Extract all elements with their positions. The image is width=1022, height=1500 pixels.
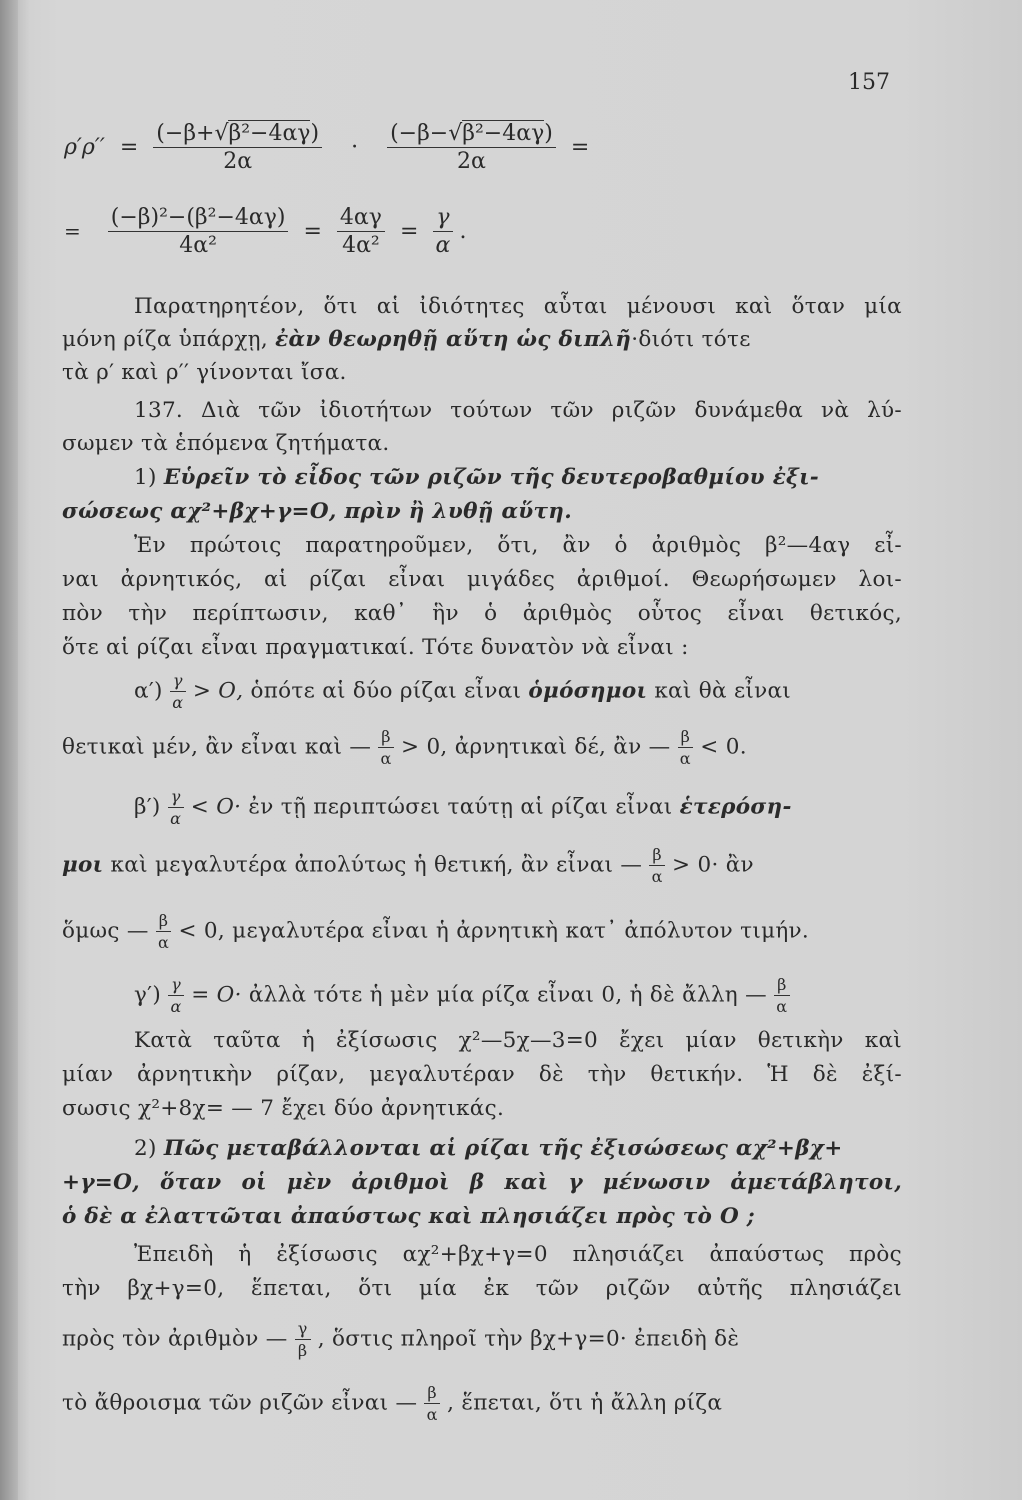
case-b-line: ὅμως — $\frac{\beta}{\alpha}$ < 0, μεγαλυτέρα εἶναι ἡ ἀρνητικὴ κατ᾽ ἀπόλυτον τιμήν. bbox=[62, 911, 810, 952]
fraction: $\frac{\text{(−β−√β²−4αγ)}}{2\alpha}$ bbox=[387, 122, 556, 174]
equals-sign: = bbox=[119, 135, 139, 161]
paragraph-line: Ἐπειδὴ ἡ ἐξίσωσις αχ²+βχ+γ=0 πλησιάζει ἀπαύστως πρὸς bbox=[134, 1242, 902, 1267]
paragraph-line: πρὸς τὸν ἀριθμὸν — $\frac{\gamma}{\beta}$ , ὅστις πληροῖ τὴν βχ+γ=0· ἐπειδὴ δὲ bbox=[62, 1319, 740, 1360]
problem-1-heading: 1) Εὑρεῖν τὸ εἶδος τῶν ριζῶν τῆς δευτεροβαθμίου ἐξι- bbox=[134, 465, 820, 490]
fraction: $\frac{4\alpha\gamma}{\text{4α²}}$ bbox=[337, 206, 385, 258]
paragraph-line: σωσις χ²+8χ= — 7 ἔχει δύο ἀρνητικάς. bbox=[62, 1096, 505, 1121]
page-fold-shadow bbox=[0, 0, 18, 1500]
paragraph-line: Κατὰ ταῦτα ἡ ἐξίσωσις χ²—5χ—3=0 ἔχει μίαν θετικὴν καὶ bbox=[134, 1028, 902, 1053]
case-a-line: α′) $\frac{\gamma}{\alpha}$ > Ο, ὁπότε αἱ δύο ρίζαι εἶναι ὁμόσημοι καὶ θὰ εἶναι bbox=[134, 671, 792, 712]
product-of-roots-equation bbox=[64, 122, 597, 174]
equation-lhs: ρ′ρ′′ bbox=[64, 135, 105, 161]
case-b-line: μοι καὶ μεγαλυτέρα ἀπολύτως ἡ θετική, ἂν εἶναι — $\frac{\beta}{\alpha}$ > 0· ἂν bbox=[62, 845, 754, 886]
paragraph-line: Παρατηρητέον, ὅτι αἱ ἰδιότητες αὗται μένουσι καὶ ὅταν μία bbox=[134, 294, 902, 319]
problem-1-heading: σώσεως αχ²+βχ+γ=Ο, πρὶν ἢ λυθῇ αὕτη. bbox=[62, 499, 573, 524]
simplified-product-equation: = $\frac{\text{(−β)²−(β²−4αγ)}}{\text{4α²}}$ = $\frac{4\alpha\gamma}{\text{4α²}}$ = $\frac{\gamma}{\alpha}$ . bbox=[64, 205, 467, 259]
fraction: $\frac{\text{(−β+√β²−4αγ)}}{2\alpha}$ bbox=[153, 122, 322, 174]
problem-2-heading: ὁ δὲ α ἐλαττῶται ἀπαύστως καὶ πλησιάζει πρὸς τὸ Ο ; bbox=[62, 1204, 756, 1229]
section-137-line: 137. Διὰ τῶν ἰδιοτήτων τούτων τῶν ριζῶν δυνάμεθα νὰ λύ- bbox=[134, 398, 902, 423]
case-b-line: β′) $\frac{\gamma}{\alpha}$ < Ο· ἐν τῇ περιπτώσει ταύτῃ αἱ ρίζαι εἶναι ἑτερόση- bbox=[134, 787, 792, 828]
fraction: $\frac{\gamma}{\alpha}$ bbox=[433, 206, 452, 258]
fraction: $\frac{\text{(−β)²−(β²−4αγ)}}{\text{4α²}}$ bbox=[108, 206, 289, 258]
paragraph-line: μίαν ἀρνητικὴν ρίζαν, μεγαλυτέραν δὲ τὴν θετικήν. Ἡ δὲ ἐξί- bbox=[62, 1062, 902, 1087]
case-c-line: γ′) $\frac{\gamma}{\alpha}$ = Ο· ἀλλὰ τότε ἡ μὲν μία ρίζα εἶναι 0, ἡ δὲ ἄλλη — $\frac{\beta}{\alpha}$ bbox=[62, 976, 902, 1015]
paragraph-line: τὴν βχ+γ=0, ἕπεται, ὅτι μία ἐκ τῶν ριζῶν αὐτῆς πλησιάζει bbox=[62, 1276, 902, 1301]
case-a-line: θετικαὶ μέν, ἂν εἶναι καὶ — $\frac{\beta}{\alpha}$ > 0, ἀρνητικαὶ δέ, ἂν — $\frac{\beta}{\alpha}$ < 0. bbox=[62, 727, 747, 768]
paragraph-line: ναι ἀρνητικός, αἱ ρίζαι εἶναι μιγάδες ἀριθμοί. Θεωρήσωμεν λοι- bbox=[62, 567, 902, 592]
paragraph-line: τὰ ρ′ καὶ ρ′′ γίνονται ἴσα. bbox=[62, 360, 347, 385]
paragraph-line: τὸ ἄθροισμα τῶν ριζῶν εἶναι — $\frac{\beta}{\alpha}$ , ἕπεται, ὅτι ἡ ἄλλη ρίζα bbox=[62, 1383, 723, 1424]
equals-sign: = bbox=[64, 219, 81, 244]
problem-2-heading: 2) Πῶς μεταβάλλονται αἱ ρίζαι τῆς ἐξισώσεως αχ²+βχ+ bbox=[134, 1136, 843, 1161]
paragraph-line: ὅτε αἱ ρίζαι εἶναι πραγματικαί. Τότε δυνατὸν νὰ εἶναι : bbox=[62, 635, 689, 660]
problem-2-heading: +γ=Ο, ὅταν οἱ μὲν ἀριθμοὶ β καὶ γ μένωσιν ἀμετάβλητοι, bbox=[62, 1170, 902, 1195]
paragraph-line: Ἐν πρώτοις παρατηροῦμεν, ὅτι, ἂν ὁ ἀριθμὸς β²—4αγ εἶ- bbox=[134, 533, 902, 558]
paragraph-line: σωμεν τὰ ἑπόμενα ζητήματα. bbox=[62, 431, 390, 456]
multiplication-dot: · bbox=[351, 135, 359, 161]
paragraph-line: μόνη ρίζα ὑπάρχῃ, ἐὰν θεωρηθῇ αὕτη ὡς διπλῆ·διότι τότε bbox=[62, 327, 751, 352]
equals-sign: = bbox=[570, 135, 590, 161]
page-number: 157 bbox=[848, 70, 890, 95]
paragraph-line: πὸν τὴν περίπτωσιν, καθ᾽ ἣν ὁ ἀριθμὸς οὗτος εἶναι θετικός, bbox=[62, 601, 902, 626]
